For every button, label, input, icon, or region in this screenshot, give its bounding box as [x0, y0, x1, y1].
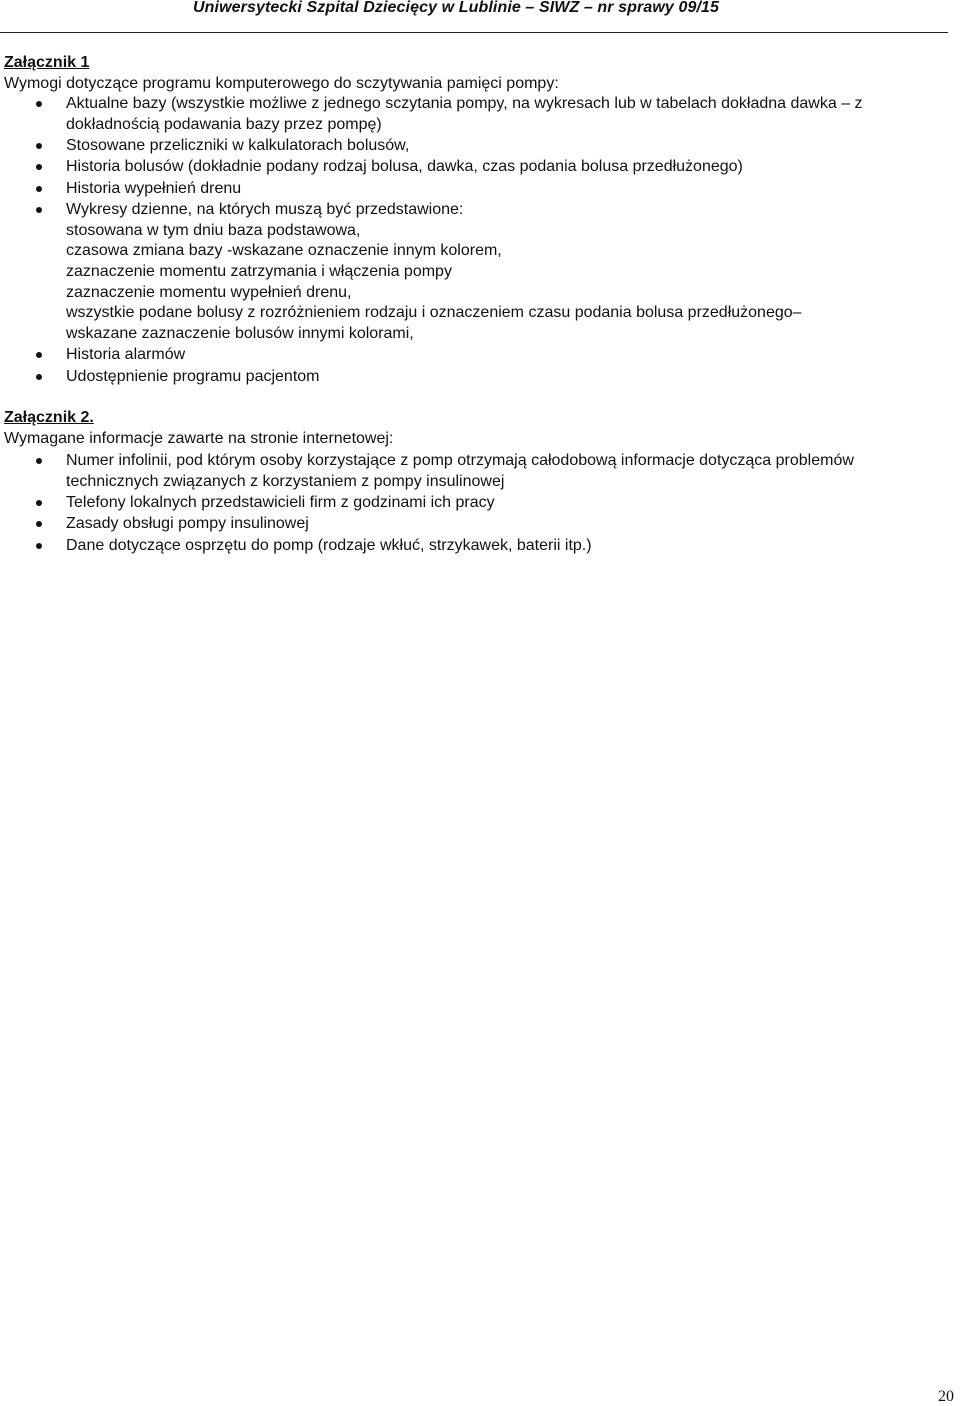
- annex1-item-5-line-6: wszystkie podane bolusy z rozróżnieniem rodzaju i oznaczeniem czasu podania bolusa przedłużonego–: [66, 304, 802, 322]
- page-number: 20: [938, 1388, 954, 1405]
- annex1-heading: Załącznik 1: [4, 54, 90, 71]
- annex1-item-5-line-1: Wykresy dzienne, na których muszą być przedstawione:: [66, 200, 464, 218]
- bullet-icon: [36, 186, 42, 192]
- annex2-item-1-line-1: Numer infolinii, pod którym osoby korzystające z pomp otrzymają całodobową informacje dotycząca problemów: [66, 452, 854, 469]
- annex1-item-4-line-1: Historia wypełnień drenu: [66, 179, 242, 197]
- annex1-item-7-line-1: Udostępnienie programu pacjentom: [66, 367, 320, 385]
- annex1-item-1-line-1: Aktualne bazy (wszystkie możliwe z jednego sczytania pompy, na wykresach lub w tabelach dokładna dawka – z: [66, 95, 863, 112]
- bullet-icon: [36, 543, 42, 549]
- annex2-item-4-line-1: Dane dotyczące osprzętu do pomp (rodzaje wkłuć, strzykawek, baterii itp.): [66, 536, 592, 554]
- annex2-heading: Załącznik 2.: [4, 409, 94, 426]
- page-header: [0, 0, 948, 33]
- annex1-item-5-line-3: czasowa zmiana bazy -wskazane oznaczenie innym kolorem,: [66, 242, 502, 260]
- bullet-icon: [36, 143, 42, 149]
- bullet-icon: [36, 352, 42, 358]
- bullet-icon: [36, 207, 42, 213]
- bullet-icon: [36, 458, 42, 464]
- annex1-item-1-line-2: dokładnością podawania bazy przez pompę): [66, 115, 382, 133]
- annex1-item-5-line-2: stosowana w tym dniu baza podstawowa,: [66, 221, 361, 239]
- header-title: Uniwersytecki Szpital Dziecięcy w Lublinie – SIWZ – nr sprawy 09/15: [193, 0, 720, 16]
- bullet-icon: [36, 374, 42, 380]
- annex1-item-3-line-1: Historia bolusów (dokładnie podany rodzaj bolusa, dawka, czas podania bolusa przedłużonego): [66, 158, 743, 176]
- annex2-intro: Wymagane informacje zawarte na stronie internetowej:: [4, 430, 394, 447]
- bullet-icon: [36, 521, 42, 527]
- annex1-item-5-line-5: zaznaczenie momentu wypełnień drenu,: [66, 283, 352, 301]
- annex1-item-6-line-1: Historia alarmów: [66, 346, 186, 364]
- bullet-icon: [36, 101, 42, 107]
- bullet-icon: [36, 164, 42, 170]
- annex2-item-1-line-2: technicznych związanych z korzystaniem z pompy insulinowej: [66, 472, 505, 490]
- annex1-item-5-line-7: wskazane zaznaczenie bolusów innymi kolorami,: [66, 325, 414, 343]
- annex2-item-2-line-1: Telefony lokalnych przedstawicieli firm z godzinami ich pracy: [66, 494, 495, 511]
- annex1-intro: Wymogi dotyczące programu komputerowego do sczytywania pamięci pompy:: [4, 75, 559, 92]
- annex1-item-2-line-1: Stosowane przeliczniki w kalkulatorach bolusów,: [66, 137, 410, 154]
- annex2-item-3-line-1: Zasady obsługi pompy insulinowej: [66, 515, 309, 533]
- annex1-item-5-line-4: zaznaczenie momentu zatrzymania i włączenia pompy: [66, 263, 452, 280]
- bullet-icon: [36, 500, 42, 506]
